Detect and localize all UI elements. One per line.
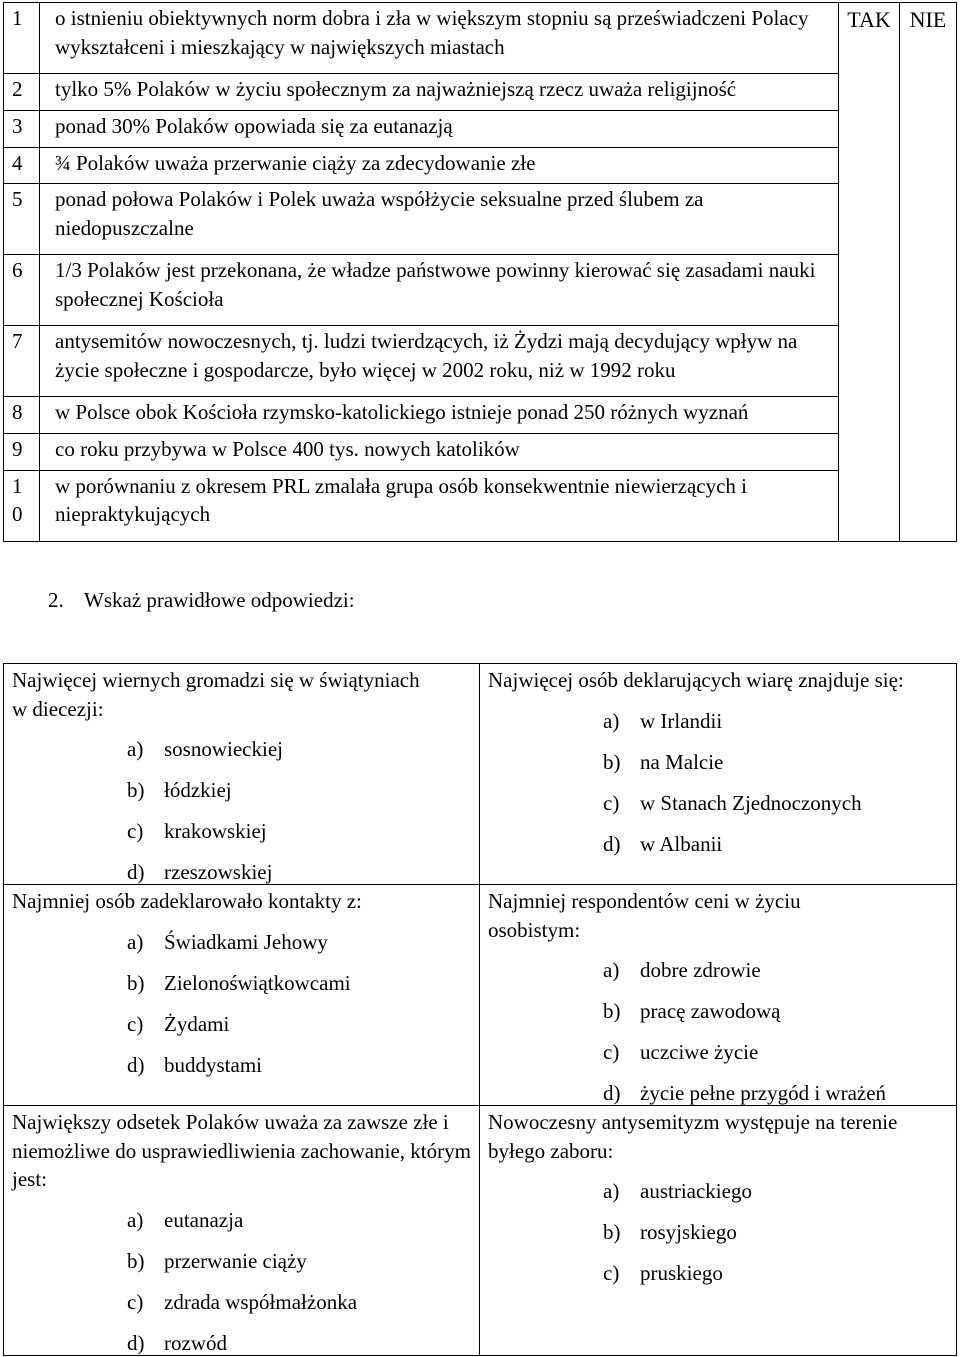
row-number-cell xyxy=(4,3,40,74)
question-cell xyxy=(4,885,480,1106)
tak-answer-column[interactable] xyxy=(839,3,900,542)
option-a[interactable]: a) eutanazja xyxy=(127,1207,244,1232)
row-number: 6 xyxy=(12,258,23,283)
row-number: 8 xyxy=(12,400,23,425)
option-c[interactable]: c) krakowskiej xyxy=(127,819,267,843)
statement-text: ponad połowa Polaków i Polek uważa współżycie seksualne przed ślubem za niedopuszczalne xyxy=(55,187,704,240)
row-number-cell xyxy=(4,434,40,471)
option-b[interactable]: b) Zielonoświątkowcami xyxy=(127,970,351,995)
statement-cell xyxy=(40,434,839,471)
section-title: Wskaż prawidłowe odpowiedzi: xyxy=(84,588,355,612)
question-row xyxy=(4,885,957,1106)
statement-cell xyxy=(40,397,839,434)
option-d[interactable]: d) życie pełne przygód i wrażeń xyxy=(603,1081,887,1105)
row-number-cell xyxy=(4,470,40,541)
question-cell xyxy=(4,1106,480,1356)
option-d[interactable]: d) rozwód xyxy=(127,1330,227,1355)
row-number: 2 xyxy=(12,77,23,102)
statement-cell xyxy=(40,147,839,184)
question-cell xyxy=(480,664,957,885)
option-c[interactable]: c) pruskiego xyxy=(603,1261,723,1285)
multiple-choice-grid xyxy=(3,663,957,1356)
row-number-cell xyxy=(4,397,40,434)
question-text: Najwięcej wiernych gromadzi się w świątyniach w diecezji: xyxy=(12,668,420,721)
statement-cell xyxy=(40,470,839,541)
option-d[interactable]: d) buddystami xyxy=(127,1052,262,1077)
option-list xyxy=(603,707,948,856)
row-number-cell xyxy=(4,326,40,397)
statement-cell xyxy=(40,255,839,326)
option-a[interactable]: a) sosnowieckiej xyxy=(127,737,283,761)
option-c[interactable]: c) w Stanach Zjednoczonych xyxy=(603,790,862,815)
table-row xyxy=(4,110,957,147)
option-a[interactable]: a) dobre zdrowie xyxy=(603,958,761,982)
option-list xyxy=(127,735,471,884)
option-a[interactable]: a) w Irlandii xyxy=(603,708,723,733)
statement-cell xyxy=(40,110,839,147)
option-list xyxy=(127,928,471,1077)
option-list xyxy=(603,956,948,1105)
question-text: Najwięcej osób deklarujących wiarę znajduje się: xyxy=(488,668,904,692)
statement-text: 1/3 Polaków jest przekonana, że władze państwowe powinny kierować się zasadami nauki społecznej Kościoła xyxy=(55,258,816,311)
question-cell xyxy=(4,664,480,885)
table-row xyxy=(4,397,957,434)
section-number: 2. xyxy=(48,588,64,612)
statement-text: co roku przybywa w Polsce 400 tys. nowych katolików xyxy=(55,437,520,462)
statement-text: tylko 5% Polaków w życiu społecznym za najważniejszą rzecz uważa religijność xyxy=(55,77,737,102)
option-d[interactable]: d) rzeszowskiej xyxy=(127,860,273,884)
option-b[interactable]: b) przerwanie ciąży xyxy=(127,1248,307,1273)
true-false-table xyxy=(3,2,957,542)
row-number: 5 xyxy=(12,187,23,212)
row-number: 7 xyxy=(12,329,23,354)
question-text: Najmniej osób zadeklarowało kontakty z: xyxy=(12,889,362,913)
row-number-cell xyxy=(4,147,40,184)
question-text: Nowoczesny antysemityzm występuje na terenie byłego zaboru: xyxy=(488,1110,898,1163)
table-row xyxy=(4,326,957,397)
row-number-cell xyxy=(4,255,40,326)
table-row xyxy=(4,147,957,184)
option-c[interactable]: c) Żydami xyxy=(127,1011,230,1036)
statement-text: ¾ Polaków uważa przerwanie ciąży za zdecydowanie złe xyxy=(55,150,536,175)
option-c[interactable]: c) uczciwe życie xyxy=(603,1040,759,1064)
question-cell xyxy=(480,885,957,1106)
question-cell xyxy=(480,1106,957,1356)
row-number-cell xyxy=(4,74,40,111)
row-number: 1 xyxy=(12,6,23,30)
statement-cell xyxy=(40,184,839,255)
option-b[interactable]: b) łódzkiej xyxy=(127,778,232,802)
nie-answer-column[interactable] xyxy=(900,3,957,542)
statement-text: ponad 30% Polaków opowiada się za eutanazją xyxy=(55,113,453,138)
table-row xyxy=(4,255,957,326)
question-text: Największy odsetek Polaków uważa za zawsze złe i niemożliwe do usprawiedliwienia zachowanie, którym jest: xyxy=(12,1110,471,1191)
statement-cell xyxy=(40,3,839,74)
option-c[interactable]: c) zdrada współmałżonka xyxy=(127,1289,358,1314)
table-row xyxy=(4,470,957,541)
row-number: 3 xyxy=(12,113,23,138)
option-a[interactable]: a) Świadkami Jehowy xyxy=(127,929,328,954)
option-a[interactable]: a) austriackiego xyxy=(603,1179,752,1203)
statement-cell xyxy=(40,326,839,397)
statement-text: w porównaniu z okresem PRL zmalała grupa osób konsekwentnie niewierzących i niepraktykujących xyxy=(55,473,748,527)
option-b[interactable]: b) na Malcie xyxy=(603,749,724,774)
row-number: 4 xyxy=(12,150,23,175)
table-row xyxy=(4,74,957,111)
nie-header: NIE xyxy=(909,7,947,32)
table-row xyxy=(4,434,957,471)
statement-text: o istnieniu obiektywnych norm dobra i zła w większym stopniu są przeświadczeni Polacy wykształceni i mieszkający w największych miastach xyxy=(55,6,809,59)
option-b[interactable]: b) rosyjskiego xyxy=(603,1220,737,1244)
tak-header: TAK xyxy=(847,7,891,32)
question-row xyxy=(4,664,957,885)
statement-cell xyxy=(40,74,839,111)
statement-text: antysemitów nowoczesnych, tj. ludzi twierdzących, iż Żydzi mają decydujący wpływ na życie społeczne i gospodarcze, było więcej w 2002 roku, niż w 1992 roku xyxy=(55,329,798,382)
statement-text: w Polsce obok Kościoła rzymsko-katolickiego istnieje ponad 250 różnych wyznań xyxy=(55,400,749,425)
question-row xyxy=(4,1106,957,1356)
row-number: 1 0 xyxy=(12,473,23,527)
table-row xyxy=(4,3,957,74)
section-2-heading xyxy=(48,586,355,614)
row-number-cell xyxy=(4,184,40,255)
option-list xyxy=(127,1206,471,1355)
row-number-cell xyxy=(4,110,40,147)
table-row xyxy=(4,184,957,255)
option-b[interactable]: b) pracę zawodową xyxy=(603,999,781,1023)
option-list xyxy=(603,1177,948,1300)
row-number: 9 xyxy=(12,437,23,462)
question-text: Najmniej respondentów ceni w życiu osobistym: xyxy=(488,889,801,942)
option-d[interactable]: d) w Albanii xyxy=(603,831,723,856)
